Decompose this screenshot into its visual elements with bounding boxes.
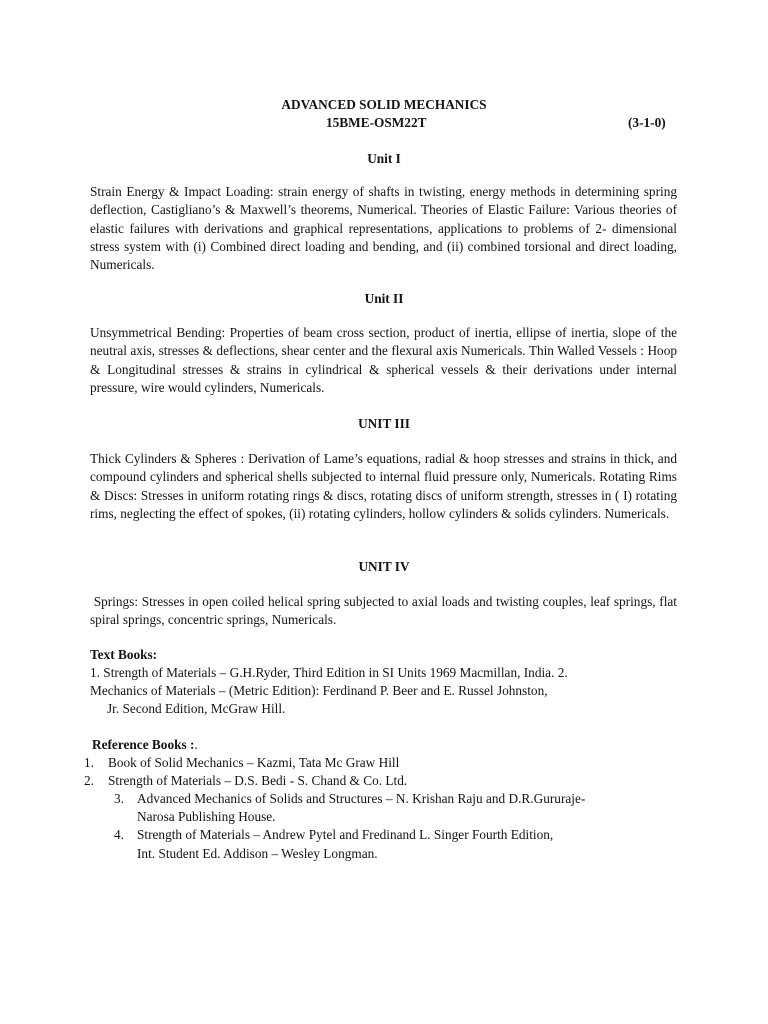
reference-item-text: Strength of Materials – D.S. Bedi - S. Chand & Co. Ltd. [108, 773, 408, 788]
reference-item-number: 1. [84, 755, 94, 770]
reference-item-number: 4. [114, 827, 124, 842]
reference-item-text: Advanced Mechanics of Solids and Structures – N. Krishan Raju and D.R.Gururaje- [137, 791, 586, 806]
text-book-line: Jr. Second Edition, McGraw Hill. [107, 701, 286, 716]
course-title: ADVANCED SOLID MECHANICS [281, 97, 487, 112]
reference-item-text: Narosa Publishing House. [137, 809, 276, 824]
reference-item-number: 3. [114, 791, 124, 806]
reference-books-heading-label: Reference Books : [92, 737, 195, 752]
reference-books-heading-suffix: . [194, 737, 198, 752]
unit-3-text: Thick Cylinders & Spheres : Derivation of Lame’s equations, radial & hoop stresses and strains in thick, and compound cylinders and spherical shells subjected to internal fluid pressure only, Numericals. Rotating Rims & Discs: Stresses in uniform rotating rings & discs, rotating discs of uniform strength, stresses in ( I) rotating rims, neglecting the effect of spokes, (ii) rotating cylinders, hollow cylinders & solids cylinders. Numericals. [90, 451, 677, 521]
text-books-heading: Text Books: [90, 647, 158, 662]
course-credits: (3-1-0) [628, 115, 666, 130]
unit-1-heading: Unit I [367, 151, 401, 166]
reference-item-text: Strength of Materials – Andrew Pytel and Fredinand L. Singer Fourth Edition, [137, 827, 554, 842]
unit-2-text: Unsymmetrical Bending: Properties of beam cross section, product of inertia, ellipse of inertia, slope of the neutral axis, stresses & deflections, shear center and the flexural axis Numericals. Thin Walled Vessels : Hoop & Longitudinal stresses & strains in cylindrical & spherical vessels & their derivations under internal pressure, wire would cylinders, Numericals. [90, 325, 677, 395]
reference-item-number: 2. [84, 773, 94, 788]
reference-item-text: Book of Solid Mechanics – Kazmi, Tata Mc Graw Hill [108, 755, 400, 770]
reference-item-text: Int. Student Ed. Addison – Wesley Longman. [137, 846, 378, 861]
text-book-line: Mechanics of Materials – (Metric Edition): Ferdinand P. Beer and E. Russel Johnston, [90, 683, 548, 698]
unit-1-text: Strain Energy & Impact Loading: strain energy of shafts in twisting, energy methods in determining spring deflection, Castigliano’s & Maxwell’s theorems, Numerical. Theories of Elastic Failure: Various theories of elastic failures with derivations and graphical representations, applications to problems of 2- dimensional stress system with (i) Combined direct loading and bending, and (ii) combined torsional and direct loading, Numericals. [90, 184, 677, 273]
text-book-line: 1. Strength of Materials – G.H.Ryder, Third Edition in SI Units 1969 Macmillan, India. 2. [90, 665, 568, 680]
unit-3-heading: UNIT III [358, 416, 410, 431]
course-code: 15BME-OSM22T [326, 115, 427, 130]
unit-4-text: Springs: Stresses in open coiled helical spring subjected to axial loads and twisting couples, leaf springs, flat spiral springs, concentric springs, Numericals. [90, 594, 681, 628]
unit-2-heading: Unit II [364, 291, 404, 306]
reference-books-heading [92, 736, 198, 754]
unit-4-heading: UNIT IV [358, 559, 410, 574]
